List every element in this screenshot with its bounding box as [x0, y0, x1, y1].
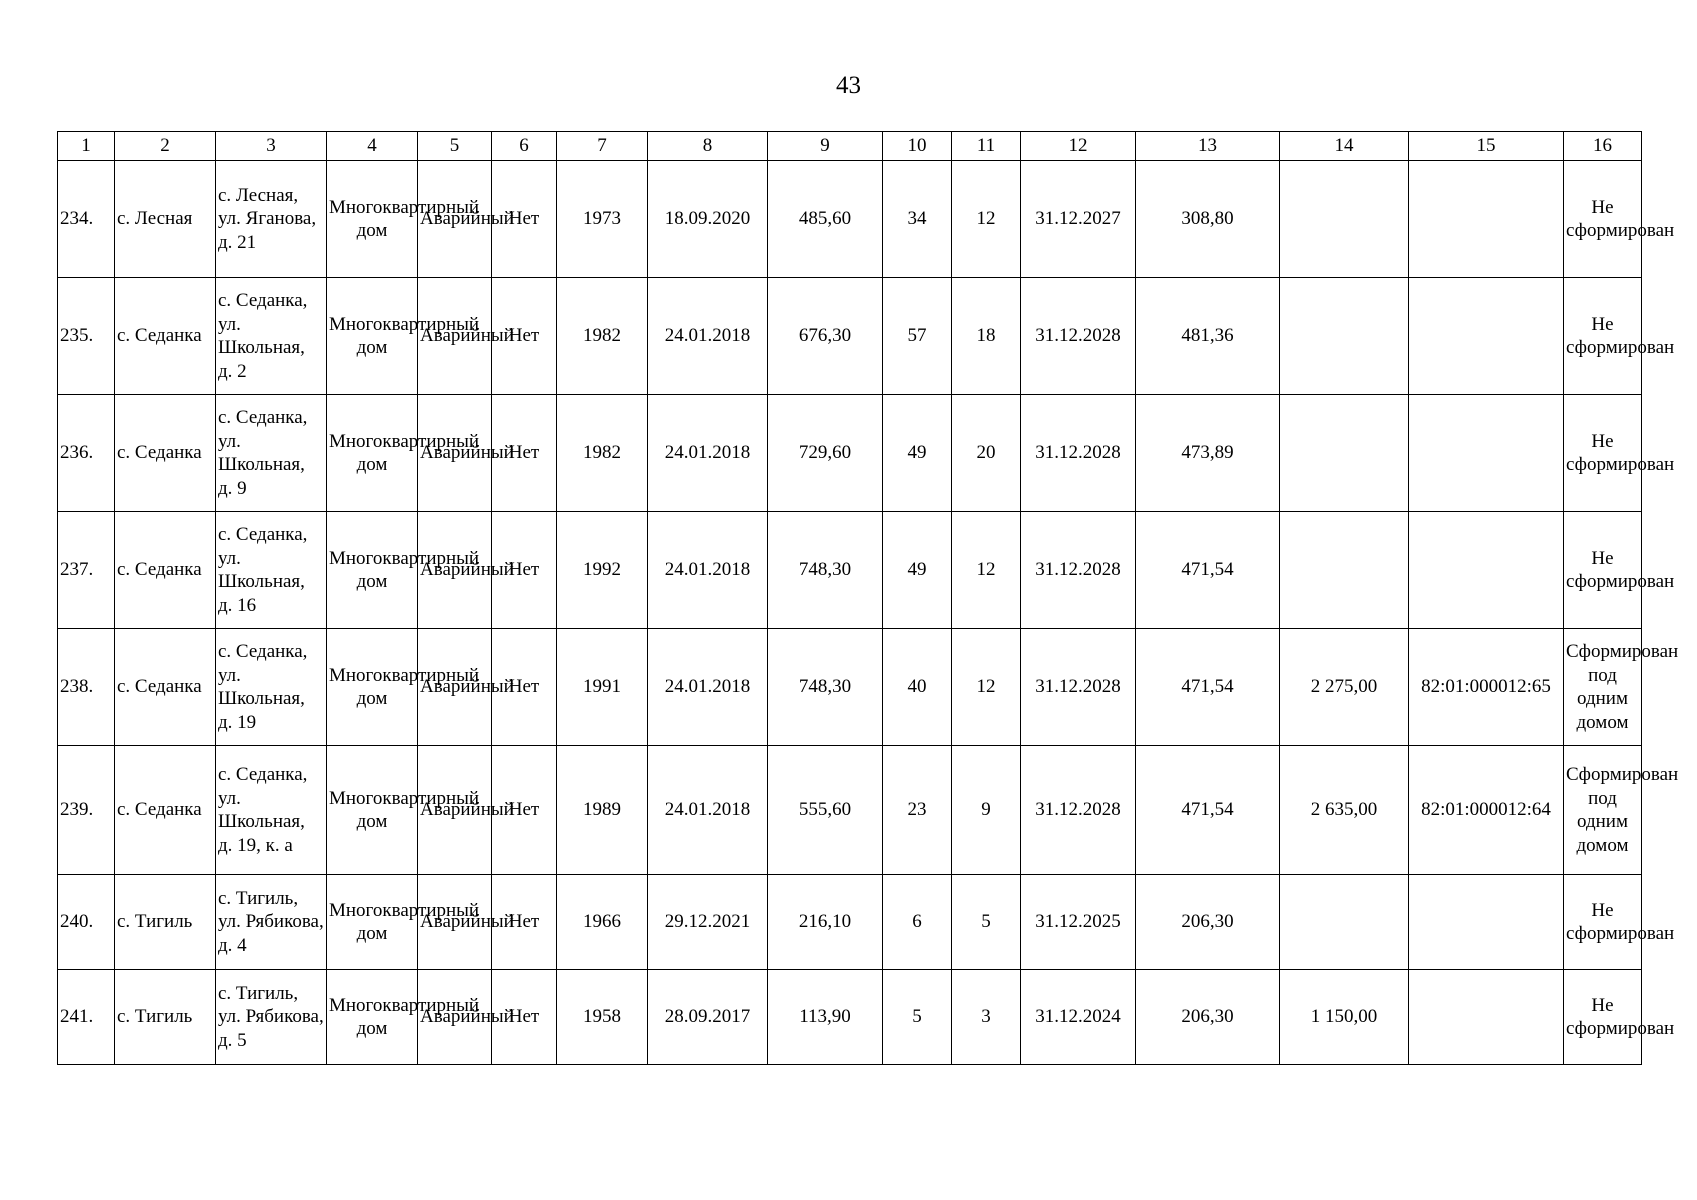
year-cell: 1958	[557, 970, 648, 1065]
row-number: 239.	[58, 746, 115, 875]
deadline-cell: 31.12.2025	[1021, 875, 1136, 970]
land-area-cell	[1280, 875, 1409, 970]
apartments-cell: 5	[952, 875, 1021, 970]
apartments-cell: 9	[952, 746, 1021, 875]
area2-cell: 471,54	[1136, 746, 1280, 875]
flag-cell: Нет	[492, 278, 557, 395]
settlement-cell: с. Тигиль	[115, 875, 216, 970]
column-header: 7	[557, 132, 648, 161]
address-cell: с. Седанка, ул. Школьная, д. 2	[216, 278, 327, 395]
area-cell: 676,30	[768, 278, 883, 395]
land-area-cell	[1280, 161, 1409, 278]
settlement-cell: с. Седанка	[115, 512, 216, 629]
land-status-cell: Не сформирован	[1564, 161, 1642, 278]
apartments-cell: 12	[952, 512, 1021, 629]
deadline-cell: 31.12.2028	[1021, 395, 1136, 512]
residents-cell: 6	[883, 875, 952, 970]
land-area-cell	[1280, 278, 1409, 395]
housing-registry-table	[57, 131, 1679, 1065]
date-cell: 24.01.2018	[648, 512, 768, 629]
area2-cell: 471,54	[1136, 512, 1280, 629]
status-cell: Аварийный	[418, 629, 492, 746]
apartments-cell: 20	[952, 395, 1021, 512]
settlement-cell: с. Лесная	[115, 161, 216, 278]
flag-cell: Нет	[492, 970, 557, 1065]
status-cell: Аварийный	[418, 970, 492, 1065]
year-cell: 1982	[557, 278, 648, 395]
residents-cell: 49	[883, 395, 952, 512]
area2-cell: 206,30	[1136, 970, 1280, 1065]
settlement-cell: с. Седанка	[115, 278, 216, 395]
date-cell: 24.01.2018	[648, 395, 768, 512]
row-number: 234.	[58, 161, 115, 278]
flag-cell: Нет	[492, 629, 557, 746]
column-header: 10	[883, 132, 952, 161]
status-cell: Аварийный	[418, 278, 492, 395]
table-row	[58, 512, 1642, 629]
land-status-cell: Не сформирован	[1564, 278, 1642, 395]
residents-cell: 34	[883, 161, 952, 278]
residents-cell: 40	[883, 629, 952, 746]
settlement-cell: с. Седанка	[115, 629, 216, 746]
building-type-cell: Многоквартирный дом	[327, 278, 418, 395]
building-type-cell: Многоквартирный дом	[327, 512, 418, 629]
status-cell: Аварийный	[418, 161, 492, 278]
land-area-cell: 2 275,00	[1280, 629, 1409, 746]
cadastral-cell	[1409, 970, 1564, 1065]
land-area-cell	[1280, 395, 1409, 512]
flag-cell: Нет	[492, 746, 557, 875]
residents-cell: 5	[883, 970, 952, 1065]
date-cell: 29.12.2021	[648, 875, 768, 970]
year-cell: 1991	[557, 629, 648, 746]
land-status-cell: Не сформирован	[1564, 875, 1642, 970]
flag-cell: Нет	[492, 875, 557, 970]
deadline-cell: 31.12.2028	[1021, 629, 1136, 746]
column-number-row	[58, 132, 1642, 161]
address-cell: с. Седанка, ул. Школьная, д. 19	[216, 629, 327, 746]
year-cell: 1989	[557, 746, 648, 875]
column-header: 5	[418, 132, 492, 161]
date-cell: 18.09.2020	[648, 161, 768, 278]
column-header: 15	[1409, 132, 1564, 161]
column-header: 3	[216, 132, 327, 161]
area-cell: 485,60	[768, 161, 883, 278]
row-number: 237.	[58, 512, 115, 629]
building-type-cell: Многоквартирный дом	[327, 875, 418, 970]
area2-cell: 471,54	[1136, 629, 1280, 746]
row-number: 238.	[58, 629, 115, 746]
flag-cell: Нет	[492, 161, 557, 278]
land-status-cell: Сформирован под одним домом	[1564, 629, 1642, 746]
table-row	[58, 629, 1642, 746]
address-cell: с. Седанка, ул. Школьная, д. 9	[216, 395, 327, 512]
column-header: 4	[327, 132, 418, 161]
column-header: 11	[952, 132, 1021, 161]
column-header: 9	[768, 132, 883, 161]
deadline-cell: 31.12.2027	[1021, 161, 1136, 278]
address-cell: с. Лесная, ул. Яганова, д. 21	[216, 161, 327, 278]
column-header: 6	[492, 132, 557, 161]
building-type-cell: Многоквартирный дом	[327, 395, 418, 512]
cadastral-cell	[1409, 161, 1564, 278]
settlement-cell: с. Седанка	[115, 746, 216, 875]
column-header: 12	[1021, 132, 1136, 161]
row-number: 240.	[58, 875, 115, 970]
area-cell: 729,60	[768, 395, 883, 512]
settlement-cell: с. Тигиль	[115, 970, 216, 1065]
date-cell: 24.01.2018	[648, 629, 768, 746]
status-cell: Аварийный	[418, 395, 492, 512]
area-cell: 555,60	[768, 746, 883, 875]
address-cell: с. Тигиль, ул. Рябикова, д. 4	[216, 875, 327, 970]
cadastral-cell	[1409, 278, 1564, 395]
area-cell: 113,90	[768, 970, 883, 1065]
area-cell: 748,30	[768, 629, 883, 746]
year-cell: 1982	[557, 395, 648, 512]
column-header: 1	[58, 132, 115, 161]
residents-cell: 23	[883, 746, 952, 875]
status-cell: Аварийный	[418, 746, 492, 875]
residents-cell: 57	[883, 278, 952, 395]
land-area-cell: 1 150,00	[1280, 970, 1409, 1065]
status-cell: Аварийный	[418, 512, 492, 629]
cadastral-cell	[1409, 875, 1564, 970]
cadastral-cell: 82:01:000012:64	[1409, 746, 1564, 875]
column-header: 14	[1280, 132, 1409, 161]
flag-cell: Нет	[492, 395, 557, 512]
land-area-cell	[1280, 512, 1409, 629]
column-header: 2	[115, 132, 216, 161]
column-header: 16	[1564, 132, 1642, 161]
date-cell: 28.09.2017	[648, 970, 768, 1065]
deadline-cell: 31.12.2024	[1021, 970, 1136, 1065]
building-type-cell: Многоквартирный дом	[327, 746, 418, 875]
address-cell: с. Тигиль, ул. Рябикова, д. 5	[216, 970, 327, 1065]
year-cell: 1973	[557, 161, 648, 278]
table-row	[58, 278, 1642, 395]
area-cell: 748,30	[768, 512, 883, 629]
area2-cell: 481,36	[1136, 278, 1280, 395]
cadastral-cell	[1409, 512, 1564, 629]
deadline-cell: 31.12.2028	[1021, 278, 1136, 395]
building-type-cell: Многоквартирный дом	[327, 629, 418, 746]
table-row	[58, 746, 1642, 875]
cadastral-cell	[1409, 395, 1564, 512]
land-status-cell: Сформирован под одним домом	[1564, 746, 1642, 875]
row-number: 241.	[58, 970, 115, 1065]
land-status-cell: Не сформирован	[1564, 512, 1642, 629]
page-number: 43	[836, 72, 861, 99]
status-cell: Аварийный	[418, 875, 492, 970]
table-row	[58, 395, 1642, 512]
table-row	[58, 161, 1642, 278]
area2-cell: 473,89	[1136, 395, 1280, 512]
residents-cell: 49	[883, 512, 952, 629]
date-cell: 24.01.2018	[648, 278, 768, 395]
column-header: 8	[648, 132, 768, 161]
row-number: 235.	[58, 278, 115, 395]
apartments-cell: 3	[952, 970, 1021, 1065]
year-cell: 1992	[557, 512, 648, 629]
building-type-cell: Многоквартирный дом	[327, 970, 418, 1065]
table-row	[58, 970, 1642, 1065]
land-area-cell: 2 635,00	[1280, 746, 1409, 875]
apartments-cell: 12	[952, 629, 1021, 746]
apartments-cell: 12	[952, 161, 1021, 278]
land-status-cell: Не сформирован	[1564, 970, 1642, 1065]
deadline-cell: 31.12.2028	[1021, 746, 1136, 875]
flag-cell: Нет	[492, 512, 557, 629]
column-header: 13	[1136, 132, 1280, 161]
table-row	[58, 875, 1642, 970]
deadline-cell: 31.12.2028	[1021, 512, 1136, 629]
area2-cell: 308,80	[1136, 161, 1280, 278]
year-cell: 1966	[557, 875, 648, 970]
building-type-cell: Многоквартирный дом	[327, 161, 418, 278]
cadastral-cell: 82:01:000012:65	[1409, 629, 1564, 746]
address-cell: с. Седанка, ул. Школьная, д. 19, к. а	[216, 746, 327, 875]
apartments-cell: 18	[952, 278, 1021, 395]
area2-cell: 206,30	[1136, 875, 1280, 970]
address-cell: с. Седанка, ул. Школьная, д. 16	[216, 512, 327, 629]
area-cell: 216,10	[768, 875, 883, 970]
row-number: 236.	[58, 395, 115, 512]
settlement-cell: с. Седанка	[115, 395, 216, 512]
land-status-cell: Не сформирован	[1564, 395, 1642, 512]
date-cell: 24.01.2018	[648, 746, 768, 875]
